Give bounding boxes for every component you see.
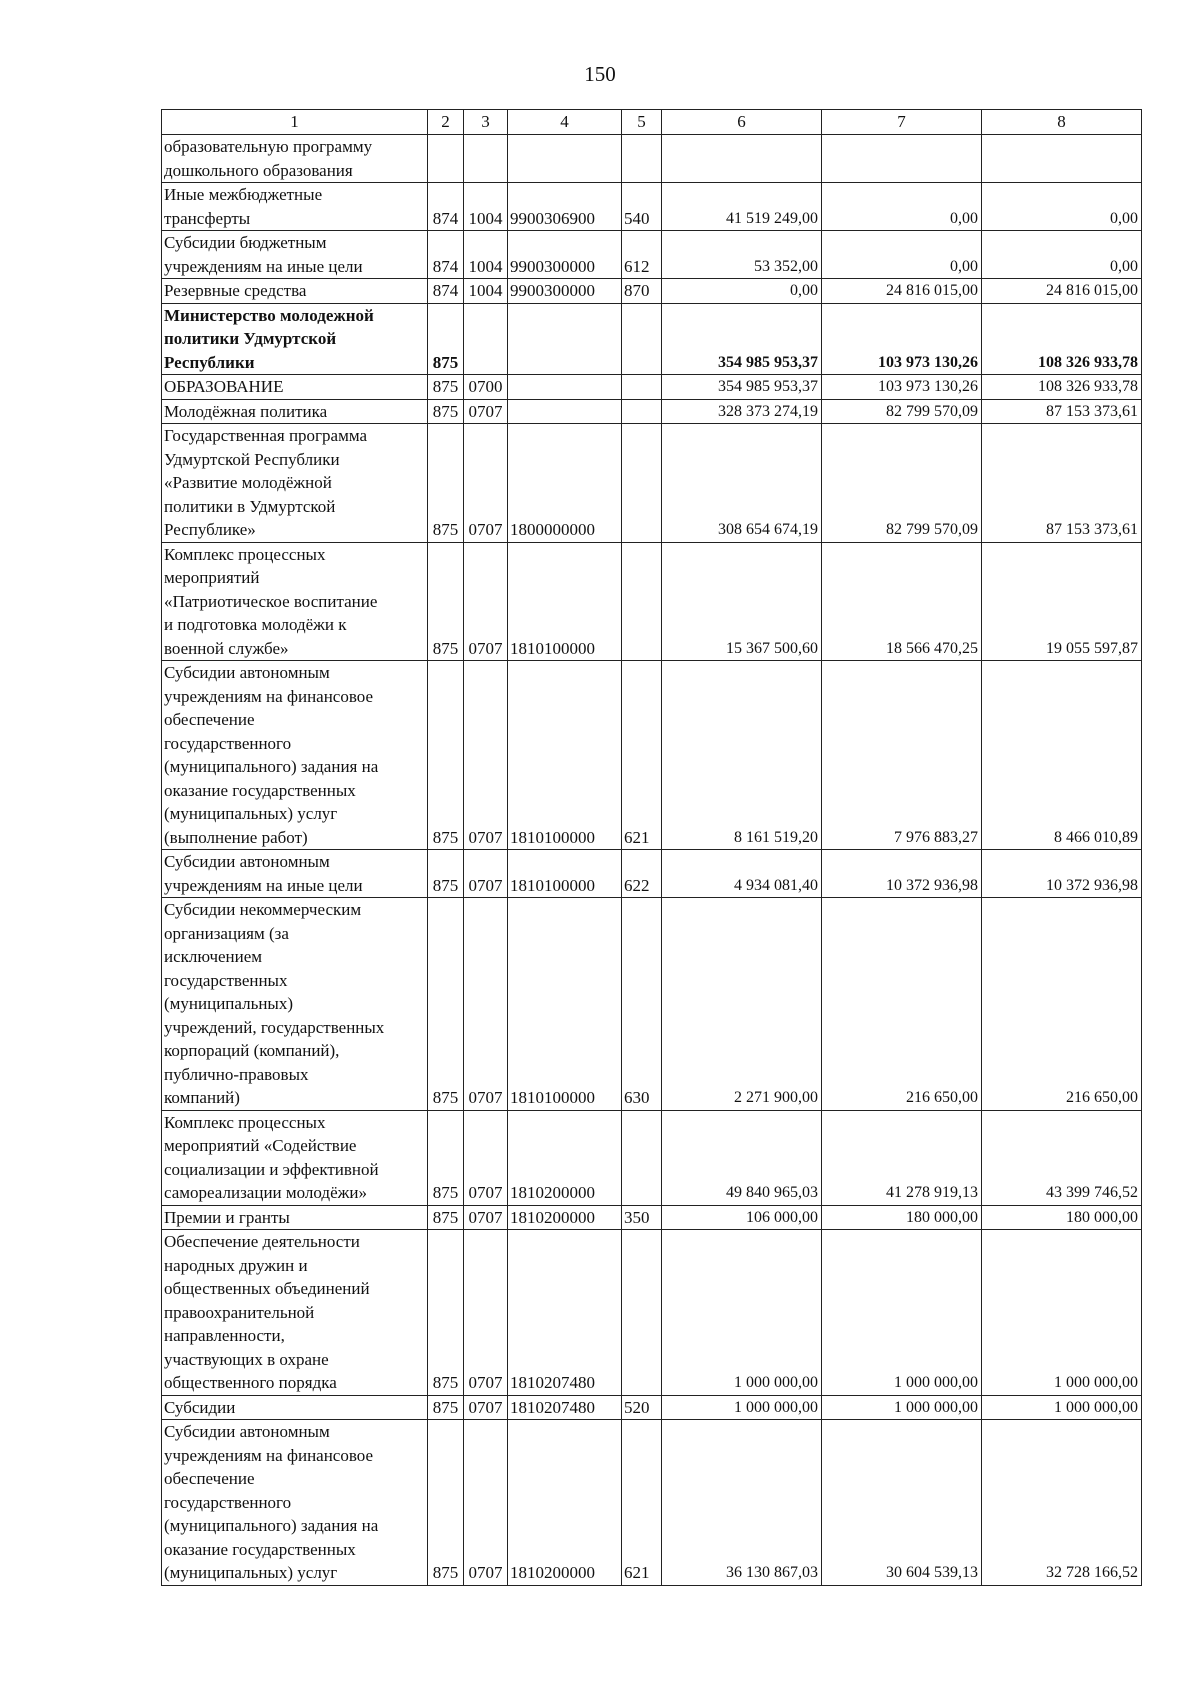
row-name: [162, 399, 428, 424]
amount-cell-c6: 8 161 519,20: [662, 661, 822, 850]
row-name-line: Обеспечение деятельности: [164, 1232, 360, 1251]
row-name-line: (муниципальных): [164, 994, 294, 1013]
amount-cell-c6: 41 519 249,00: [662, 183, 822, 231]
amount-cell-c6: 4 934 081,40: [662, 850, 822, 898]
code-cell-c2: 874: [428, 183, 464, 231]
table-row: [162, 135, 1142, 183]
row-name: [162, 279, 428, 304]
code-cell-c3: 0707: [464, 399, 508, 424]
amount-cell-c8: 87 153 373,61: [982, 424, 1142, 543]
row-name: [162, 1205, 428, 1230]
amount-cell-c8: [982, 135, 1142, 183]
table-row: [162, 231, 1142, 279]
code-cell-c3: 0707: [464, 424, 508, 543]
row-name-line: учреждениям на иные цели: [164, 256, 363, 276]
column-header: 7: [822, 110, 982, 135]
code-cell-c4: 1810100000: [508, 898, 622, 1111]
amount-cell-c7: 216 650,00: [822, 898, 982, 1111]
code-cell-c2: 875: [428, 1205, 464, 1230]
row-name-line: Комплекс процессных: [164, 544, 326, 564]
column-header: 5: [622, 110, 662, 135]
code-cell-c5: 621: [622, 661, 662, 850]
amount-cell-c7: 24 816 015,00: [822, 279, 982, 304]
row-name-line: общественного порядка: [164, 1373, 337, 1392]
code-cell-c3: 0707: [464, 542, 508, 661]
code-cell-c5: [622, 303, 662, 375]
row-name-line: правоохранительной: [164, 1302, 315, 1322]
code-cell-c2: 875: [428, 1420, 464, 1586]
amount-cell-c7: [822, 135, 982, 183]
row-name-line: государственного: [164, 733, 292, 753]
row-name-line: обеспечение: [164, 710, 255, 729]
row-name-line: учреждений, государственных: [164, 1017, 385, 1037]
table-row: [162, 1420, 1142, 1586]
amount-cell-c7: 1 000 000,00: [822, 1395, 982, 1420]
budget-table: [161, 109, 1142, 1586]
row-name-line: «Развитие молодёжной: [164, 473, 332, 492]
row-name-line: публично-правовых: [164, 1064, 309, 1084]
code-cell-c4: [508, 303, 622, 375]
row-name-line: (муниципальных) услуг: [164, 1563, 338, 1582]
code-cell-c5: 540: [622, 183, 662, 231]
row-name-line: Субсидии автономным: [164, 1422, 330, 1441]
table-row: [162, 424, 1142, 543]
row-name-line: Удмуртской Республики: [164, 449, 340, 469]
code-cell-c5: [622, 1230, 662, 1396]
code-cell-c4: 1810200000: [508, 1420, 622, 1586]
amount-cell-c7: 103 973 130,26: [822, 375, 982, 400]
code-cell-c3: 0707: [464, 1205, 508, 1230]
amount-cell-c8: 32 728 166,52: [982, 1420, 1142, 1586]
amount-cell-c7: 41 278 919,13: [822, 1110, 982, 1205]
code-cell-c4: 1810200000: [508, 1205, 622, 1230]
row-name-line: (муниципального) задания на: [164, 1516, 379, 1535]
amount-cell-c6: 1 000 000,00: [662, 1395, 822, 1420]
row-name-line: общественных объединений: [164, 1279, 370, 1298]
row-name-line: Субсидии некоммерческим: [164, 900, 362, 919]
amount-cell-c7: 1 000 000,00: [822, 1230, 982, 1396]
row-name-line: оказание государственных: [164, 1539, 356, 1559]
table-body: [162, 135, 1142, 1586]
row-name: [162, 850, 428, 898]
row-name: [162, 424, 428, 543]
row-name-line: мероприятий «Содействие: [164, 1136, 357, 1155]
amount-cell-c7: 103 973 130,26: [822, 303, 982, 375]
row-name-line: исключением: [164, 947, 263, 966]
amount-cell-c8: 108 326 933,78: [982, 303, 1142, 375]
row-name-line: Государственная программа: [164, 426, 368, 445]
amount-cell-c6: [662, 135, 822, 183]
table-row: [162, 1205, 1142, 1230]
row-name-line: Субсидии автономным: [164, 852, 330, 871]
amount-cell-c8: 0,00: [982, 231, 1142, 279]
amount-cell-c6: 36 130 867,03: [662, 1420, 822, 1586]
code-cell-c3: 0707: [464, 1395, 508, 1420]
code-cell-c2: 875: [428, 399, 464, 424]
row-name-line: участвующих в охране: [164, 1349, 329, 1369]
row-name-line: оказание государственных: [164, 780, 356, 800]
amount-cell-c8: 24 816 015,00: [982, 279, 1142, 304]
row-name-line: учреждениям на финансовое: [164, 686, 374, 706]
row-name-line: социализации и эффективной: [164, 1159, 379, 1179]
table-row: [162, 1395, 1142, 1420]
code-cell-c2: 875: [428, 303, 464, 375]
amount-cell-c8: 108 326 933,78: [982, 375, 1142, 400]
code-cell-c4: 9900300000: [508, 279, 622, 304]
row-name: [162, 542, 428, 661]
row-name-line: военной службе»: [164, 638, 289, 658]
column-header: 6: [662, 110, 822, 135]
row-name-line: политики в Удмуртской: [164, 496, 336, 516]
code-cell-c4: 1810100000: [508, 542, 622, 661]
table-row: [162, 850, 1142, 898]
row-name-line: государственных: [164, 970, 288, 990]
page-number: 150: [584, 62, 616, 86]
row-name-line: Комплекс процессных: [164, 1112, 326, 1132]
row-name: [162, 1395, 428, 1420]
amount-cell-c8: 8 466 010,89: [982, 661, 1142, 850]
row-name-line: трансферты: [164, 208, 251, 228]
code-cell-c4: 1810207480: [508, 1230, 622, 1396]
code-cell-c3: 1004: [464, 279, 508, 304]
row-name-line: мероприятий: [164, 568, 260, 587]
code-cell-c3: 0707: [464, 1110, 508, 1205]
code-cell-c5: [622, 399, 662, 424]
row-name-line: Субсидии: [164, 1397, 236, 1417]
table-row: [162, 542, 1142, 661]
row-name-line: Республики: [164, 352, 255, 372]
amount-cell-c8: 19 055 597,87: [982, 542, 1142, 661]
code-cell-c2: 875: [428, 542, 464, 661]
code-cell-c2: 875: [428, 850, 464, 898]
code-cell-c5: [622, 375, 662, 400]
row-name-line: Премии и гранты: [164, 1207, 290, 1227]
code-cell-c5: 350: [622, 1205, 662, 1230]
row-name-line: дошкольного образования: [164, 160, 353, 180]
amount-cell-c7: 82 799 570,09: [822, 424, 982, 543]
table-row: [162, 1230, 1142, 1396]
column-header: 3: [464, 110, 508, 135]
header-row: [162, 110, 1142, 135]
row-name: [162, 1420, 428, 1586]
amount-cell-c7: 18 566 470,25: [822, 542, 982, 661]
amount-cell-c8: 1 000 000,00: [982, 1230, 1142, 1396]
code-cell-c2: 875: [428, 661, 464, 850]
amount-cell-c8: 1 000 000,00: [982, 1395, 1142, 1420]
row-name: [162, 1110, 428, 1205]
amount-cell-c6: 1 000 000,00: [662, 1230, 822, 1396]
code-cell-c2: 875: [428, 1395, 464, 1420]
column-header: 2: [428, 110, 464, 135]
code-cell-c5: 870: [622, 279, 662, 304]
row-name-line: ОБРАЗОВАНИЕ: [164, 377, 284, 396]
code-cell-c3: [464, 135, 508, 183]
row-name-line: (муниципальных) услуг: [164, 804, 338, 823]
amount-cell-c6: 308 654 674,19: [662, 424, 822, 543]
table-row: [162, 279, 1142, 304]
code-cell-c3: 0707: [464, 850, 508, 898]
code-cell-c4: 1810200000: [508, 1110, 622, 1205]
table-row: [162, 303, 1142, 375]
row-name-line: Иные межбюджетные: [164, 185, 323, 204]
code-cell-c3: 0707: [464, 1230, 508, 1396]
code-cell-c2: 875: [428, 898, 464, 1111]
row-name-line: и подготовка молодёжи к: [164, 615, 347, 634]
row-name: [162, 183, 428, 231]
amount-cell-c6: 53 352,00: [662, 231, 822, 279]
code-cell-c5: [622, 1110, 662, 1205]
code-cell-c5: [622, 424, 662, 543]
table-row: [162, 375, 1142, 400]
amount-cell-c8: 87 153 373,61: [982, 399, 1142, 424]
code-cell-c3: 0707: [464, 1420, 508, 1586]
code-cell-c2: [428, 135, 464, 183]
code-cell-c4: 1810100000: [508, 661, 622, 850]
column-header: 1: [162, 110, 428, 135]
row-name-line: учреждениям на иные цели: [164, 875, 363, 895]
row-name: [162, 1230, 428, 1396]
amount-cell-c6: 106 000,00: [662, 1205, 822, 1230]
amount-cell-c8: 10 372 936,98: [982, 850, 1142, 898]
code-cell-c5: 622: [622, 850, 662, 898]
row-name-line: корпораций (компаний),: [164, 1041, 340, 1060]
row-name-line: компаний): [164, 1088, 240, 1107]
code-cell-c4: 9900300000: [508, 231, 622, 279]
code-cell-c2: 874: [428, 279, 464, 304]
code-cell-c3: 0700: [464, 375, 508, 400]
row-name-line: организациям (за: [164, 923, 289, 943]
row-name: [162, 135, 428, 183]
code-cell-c2: 875: [428, 1110, 464, 1205]
code-cell-c3: [464, 303, 508, 375]
row-name: [162, 661, 428, 850]
amount-cell-c6: 354 985 953,37: [662, 375, 822, 400]
row-name-line: Республике»: [164, 520, 256, 539]
code-cell-c4: [508, 135, 622, 183]
amount-cell-c6: 328 373 274,19: [662, 399, 822, 424]
amount-cell-c6: 0,00: [662, 279, 822, 304]
amount-cell-c7: 180 000,00: [822, 1205, 982, 1230]
row-name: [162, 231, 428, 279]
code-cell-c3: 0707: [464, 661, 508, 850]
row-name-line: направленности,: [164, 1326, 285, 1345]
row-name: [162, 303, 428, 375]
code-cell-c4: 1810207480: [508, 1395, 622, 1420]
table-row: [162, 399, 1142, 424]
amount-cell-c8: 43 399 746,52: [982, 1110, 1142, 1205]
amount-cell-c7: 0,00: [822, 183, 982, 231]
table-row: [162, 183, 1142, 231]
row-name-line: Субсидии бюджетным: [164, 233, 327, 252]
row-name: [162, 898, 428, 1111]
amount-cell-c7: 30 604 539,13: [822, 1420, 982, 1586]
row-name-line: политики Удмуртской: [164, 329, 337, 348]
column-header: 8: [982, 110, 1142, 135]
code-cell-c2: 875: [428, 424, 464, 543]
row-name-line: (выполнение работ): [164, 827, 308, 847]
code-cell-c3: 1004: [464, 183, 508, 231]
amount-cell-c8: 216 650,00: [982, 898, 1142, 1111]
row-name-line: «Патриотическое воспитание: [164, 591, 378, 611]
amount-cell-c8: 180 000,00: [982, 1205, 1142, 1230]
code-cell-c4: [508, 375, 622, 400]
row-name-line: Молодёжная политика: [164, 401, 328, 421]
code-cell-c3: 0707: [464, 898, 508, 1111]
amount-cell-c6: 2 271 900,00: [662, 898, 822, 1111]
code-cell-c2: 875: [428, 375, 464, 400]
code-cell-c5: [622, 135, 662, 183]
code-cell-c5: [622, 542, 662, 661]
row-name-line: Резервные средства: [164, 281, 307, 300]
code-cell-c5: 630: [622, 898, 662, 1111]
code-cell-c4: 1800000000: [508, 424, 622, 543]
amount-cell-c6: 49 840 965,03: [662, 1110, 822, 1205]
row-name-line: учреждениям на финансовое: [164, 1445, 374, 1465]
table-row: [162, 661, 1142, 850]
table-row: [162, 1110, 1142, 1205]
row-name: [162, 375, 428, 400]
row-name-line: Субсидии автономным: [164, 663, 330, 682]
row-name-line: государственного: [164, 1492, 292, 1512]
amount-cell-c7: 0,00: [822, 231, 982, 279]
row-name-line: образовательную программу: [164, 137, 373, 156]
row-name-line: Министерство молодежной: [164, 305, 374, 325]
column-header: 4: [508, 110, 622, 135]
amount-cell-c7: 7 976 883,27: [822, 661, 982, 850]
amount-cell-c6: 15 367 500,60: [662, 542, 822, 661]
amount-cell-c8: 0,00: [982, 183, 1142, 231]
row-name-line: обеспечение: [164, 1469, 255, 1488]
amount-cell-c7: 10 372 936,98: [822, 850, 982, 898]
amount-cell-c7: 82 799 570,09: [822, 399, 982, 424]
code-cell-c5: 520: [622, 1395, 662, 1420]
code-cell-c4: [508, 399, 622, 424]
code-cell-c2: 875: [428, 1230, 464, 1396]
code-cell-c3: 1004: [464, 231, 508, 279]
amount-cell-c6: 354 985 953,37: [662, 303, 822, 375]
row-name-line: (муниципального) задания на: [164, 757, 379, 776]
code-cell-c4: 9900306900: [508, 183, 622, 231]
code-cell-c5: 612: [622, 231, 662, 279]
code-cell-c2: 874: [428, 231, 464, 279]
code-cell-c5: 621: [622, 1420, 662, 1586]
row-name-line: самореализации молодёжи»: [164, 1183, 367, 1202]
table-row: [162, 898, 1142, 1111]
code-cell-c4: 1810100000: [508, 850, 622, 898]
row-name-line: народных дружин и: [164, 1255, 308, 1275]
